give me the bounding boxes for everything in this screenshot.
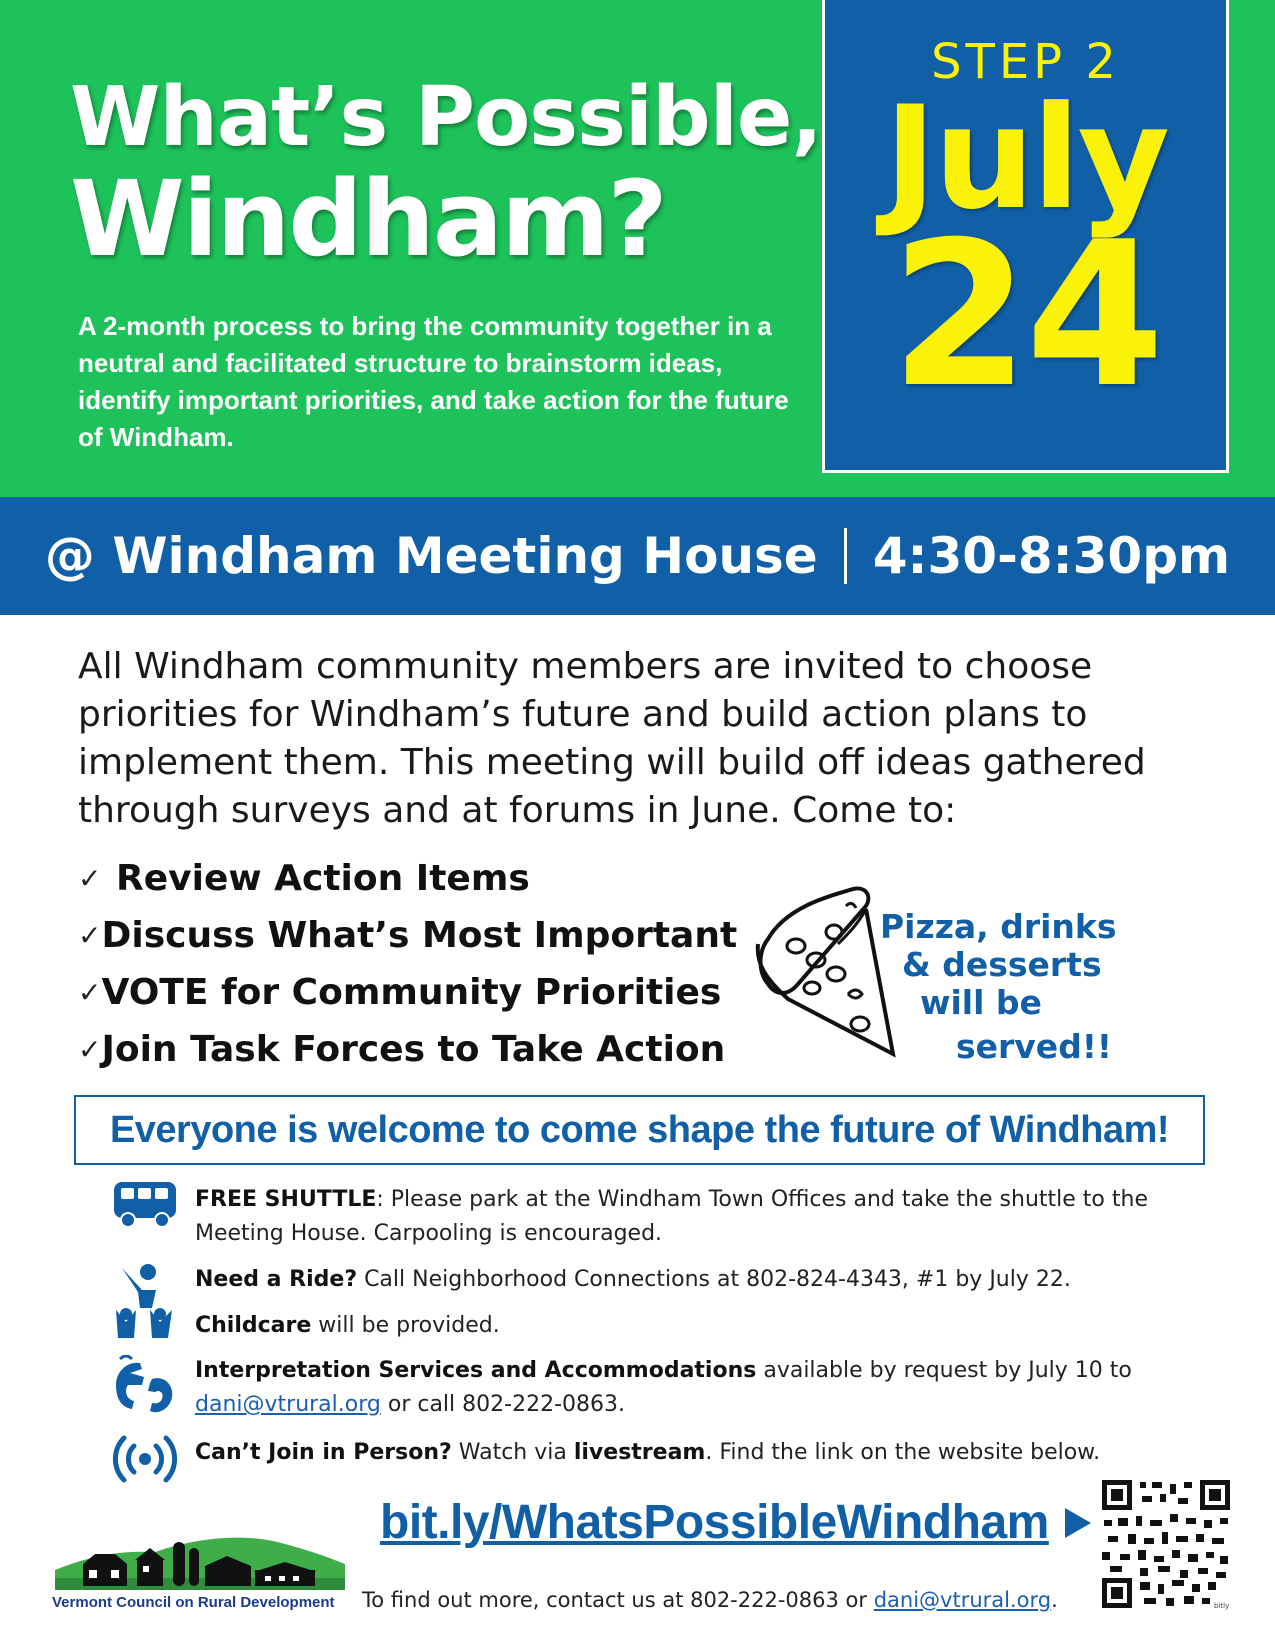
childcare-label: Childcare [195,1313,312,1338]
intro-text: A 2-month process to bring the community together in a neutral and facilitated structure to brainstorm ideas, identify important priorities, and take action for the future of Windham. [78,311,789,452]
checklist-item [78,964,722,1021]
contact-end: . [1051,1588,1058,1612]
title-line-1: What’s Possible, [70,70,822,165]
date-box [822,0,1229,473]
livestream-info [195,1436,1155,1470]
email-link[interactable]: dani@vtrural.org [195,1392,381,1417]
food-note-line: served!! [956,1027,1112,1066]
people-icon [112,1262,178,1340]
org-name: Vermont Council on Rural Development [52,1594,335,1611]
vcrd-logo [55,1530,345,1590]
step-label: STEP 2 [931,34,1120,90]
sign-language-icon [112,1355,178,1417]
contact-text: To find out more, contact us at 802-222-0863 or [362,1588,874,1612]
divider [844,528,847,584]
checklist-item [78,1021,726,1078]
ride-text: Call Neighborhood Connections at 802-824-4343, #1 by July 22. [357,1267,1071,1292]
checklist-item [78,907,738,964]
interpretation-text-2: or call 802-222-0863. [380,1392,625,1417]
livestream-text-2: . Find the link on the website below. [705,1440,1101,1465]
welcome-banner: Everyone is welcome to come shape the future of Windham! [74,1095,1205,1165]
interpretation-text: available by request by July 10 to [756,1358,1132,1383]
childcare-info [195,1309,1155,1343]
location-time-band [0,497,1275,615]
livestream-label: Can’t Join in Person? [195,1440,452,1465]
checklist-item-label: Join Task Forces to Take Action [101,1029,726,1070]
title-line-2: Windham? [70,158,666,280]
checklist-item [78,850,718,907]
pizza-icon [748,884,898,1064]
ride-label: Need a Ride? [195,1267,358,1292]
livestream-bold: livestream [573,1440,706,1465]
check-icon: ✓ [78,1033,102,1066]
food-note-line: & desserts [902,945,1102,984]
broadcast-icon [110,1434,180,1484]
checklist-item-label: Discuss What’s Most Important [101,915,738,956]
livestream-text: Watch via [451,1440,574,1465]
page-title [70,70,830,280]
bus-icon [112,1180,178,1228]
check-icon: ✓ [78,919,102,952]
check-icon: ✓ [78,976,102,1009]
food-note-line: will be [920,983,1042,1022]
childcare-text: will be provided. [311,1313,500,1338]
interpretation-info [195,1354,1155,1422]
checklist-item-label: VOTE for Community Priorities [101,972,722,1013]
checklist-item-label: Review Action Items [116,858,530,899]
location-text: @ Windham Meeting House [44,527,818,585]
website-link[interactable]: bit.ly/WhatsPossibleWindham [380,1496,1049,1549]
date-day: 24 [890,199,1161,432]
qr-code[interactable] [1100,1478,1232,1610]
website-link-row [380,1495,1091,1550]
time-text: 4:30-8:30pm [872,527,1231,585]
invitation-paragraph: All Windham community members are invited to choose priorities for Windham’s future and build action plans to implement them. This meeting will build off ideas gathered through surveys and at forums in June. Come to: [78,646,1146,831]
shuttle-text: : Please park at the Windham Town Offices and take the shuttle to the Meeting House. Carpooling is encouraged. [195,1187,1148,1246]
contact-email-link[interactable]: dani@vtrural.org [873,1588,1052,1612]
shuttle-label: FREE SHUTTLE [195,1187,377,1212]
food-note [880,908,1160,1066]
agenda-checklist [78,850,738,1078]
interpretation-label: Interpretation Services and Accommodations [195,1358,757,1383]
qr-caption: bitly [1214,1602,1230,1610]
date-month: July [883,76,1168,241]
arrow-right-icon [1065,1508,1091,1538]
shuttle-info [195,1183,1155,1251]
check-icon: ✓ [78,862,102,895]
ride-info [195,1263,1155,1297]
contact-line [362,1588,1058,1612]
food-note-line: Pizza, drinks [880,907,1117,946]
